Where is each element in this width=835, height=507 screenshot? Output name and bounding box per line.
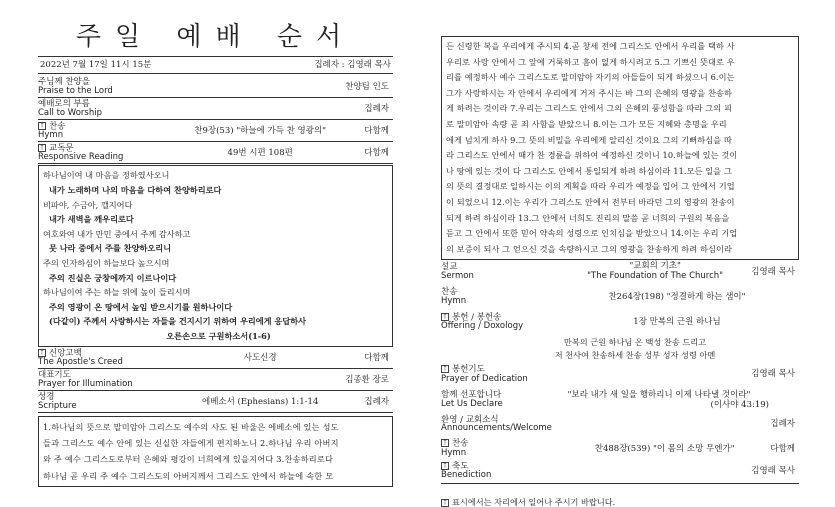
divider — [441, 483, 799, 484]
reading-line-congregation: 오른손으로 구원하소서(1-6) — [166, 330, 271, 341]
item-kr: 찬송 — [49, 121, 66, 132]
item-content: 1장 만복의 근원 하나님 — [633, 317, 721, 327]
scripture-line: 에게 넘치게 하사 9.그 뜻의 비밀을 우리에게 알리신 것이요 그의 기뻐하심을 따 — [446, 134, 733, 145]
item-en: Announcements/Welcome — [441, 423, 552, 434]
footnote — [441, 498, 799, 507]
item-responsible: 집례자 — [770, 419, 795, 430]
scripture-line: 들과 그리스도 예수 안에 있는 신실한 자들에게 편지하노니 2.하나님 우리 아버지 — [43, 437, 339, 448]
item-kr: 환영 / 교회소식 — [441, 414, 499, 425]
stand-icon: † — [441, 313, 449, 321]
order-list-top — [38, 77, 393, 164]
item-content: 사도신경 — [243, 352, 277, 363]
item-kr: 예배로의 부름 — [38, 98, 90, 109]
item-kr: 신앙고백 — [49, 348, 82, 359]
reading-line-congregation: 뭇 나라 중에서 주를 찬양하오리니 — [49, 243, 172, 254]
reading-line-leader: 주의 인자하심이 하늘보다 높으시며 — [43, 257, 170, 268]
item-content: 찬488장(539) "이 몸의 소망 무엔가" — [594, 443, 735, 454]
stand-icon: † — [441, 462, 449, 470]
declare-verse: "보라 내가 새 일을 행하리니 이제 나타낼 것이라" — [567, 389, 751, 400]
reading-line-leader: 비파야, 수금아, 깰지어다 — [43, 199, 133, 210]
item-kr: 봉헌 / 봉헌송 — [452, 312, 502, 323]
page-title: 주일 예배 순서 — [75, 22, 356, 52]
item-kr: 주님께 찬양을 — [38, 77, 90, 88]
item-en: Sermon — [441, 270, 474, 281]
item-en: Hymn — [441, 295, 467, 306]
item-en: Prayer for Illumination — [38, 378, 133, 389]
stand-icon: † — [38, 349, 46, 357]
left-column — [38, 0, 393, 487]
order-item-hymn — [441, 287, 799, 307]
reading-line-congregation: 주의 진실은 궁창에까지 이르나이다 — [49, 272, 177, 283]
date-line — [38, 56, 393, 74]
reading-line-congregation: (다같이) 주께서 사랑하시는 자들을 건지시기 위하여 우리에게 응답하사 — [49, 316, 307, 327]
scripture-line: 리를 예정하사 예수 그리스도로 말미암아 자기의 아들들이 되게 하셨으니 6.이는 — [446, 72, 735, 83]
item-en: Hymn — [441, 447, 467, 458]
item-kr: 교독문 — [49, 143, 74, 154]
item-en: Scripture — [38, 400, 77, 411]
reading-line-leader: 하나님이여 주는 하늘 위에 높이 들리시며 — [43, 287, 191, 298]
scripture-line: 듣고 그 안에서 또한 믿어 약속의 성령으로 인치심을 받았으니 14.이는 우리 기업 — [446, 228, 738, 239]
order-item — [38, 143, 393, 164]
doxology-line-2: 저 천사여 찬송하세 찬송 성부 성자 성령 아멘 — [554, 350, 716, 361]
reading-line-leader: 여호와여 내가 만민 중에서 주께 감사하고 — [43, 228, 191, 239]
scripture-line: 게 하려는 것이라 7.우리는 그리스도 안에서 그의 은혜의 풍성함을 따라 그의 피 — [446, 103, 733, 114]
order-item-sermon — [441, 261, 799, 282]
item-responsible: 집례자 — [364, 103, 389, 114]
order-item-offering — [441, 312, 799, 332]
scripture-line: 로 말미암아 속량 곧 죄 사함을 받았으니 8.이는 그가 모든 지혜와 총명을 우리 — [446, 118, 727, 129]
responsive-reading-box — [38, 165, 393, 346]
right-column — [441, 0, 799, 507]
scripture-line: 든 신령한 복을 우리에게 주시되 4.곧 창세 전에 그리스도 안에서 우리를 택하 사 — [446, 41, 735, 51]
item-en: Prayer of Dedication — [441, 373, 528, 384]
order-item — [38, 121, 393, 142]
item-kr: 찬송 — [452, 438, 469, 449]
scripture-box — [38, 416, 393, 488]
order-item-announcements — [441, 415, 799, 435]
reading-line-leader: 하나님이여 내 마음을 정하였사오니 — [43, 170, 170, 181]
item-en: Responsive Reading — [38, 152, 124, 163]
officiant: 집례자 : 김영래 목사 — [314, 60, 391, 70]
stand-icon: † — [441, 365, 449, 373]
stand-icon: † — [38, 144, 46, 152]
order-item-declare — [441, 389, 799, 411]
item-responsible: 김영래 목사 — [751, 465, 795, 476]
item-en: Hymn — [38, 130, 64, 141]
item-responsible: 다함께 — [364, 125, 389, 136]
item-en: Let Us Declare — [441, 398, 503, 409]
stand-icon: † — [441, 499, 449, 507]
order-item — [38, 370, 393, 391]
item-en: Offering / Doxology — [441, 321, 524, 332]
scripture-line: 하나님 곧 우리 주 예수 그리스도의 아버지께서 그리스도 안에서 하늘에 속한 모 — [43, 470, 334, 481]
item-kr: 봉헌기도 — [452, 364, 485, 375]
order-item — [38, 392, 393, 413]
reading-line-congregation: 내가 노래하며 나의 마음을 다하여 찬양하리로다 — [49, 184, 222, 195]
item-kr: 찬송 — [441, 287, 458, 297]
reading-line-congregation: 내가 새벽을 깨우리로다 — [49, 214, 134, 225]
item-kr: 설교 — [441, 261, 458, 272]
item-responsible: 김종환 장로 — [345, 374, 389, 385]
order-item-dedication — [441, 364, 799, 384]
item-responsible: 찬양팀 인도 — [345, 81, 389, 92]
scripture-line: 우리로 사랑 안에서 그 앞에 거룩하고 흠이 없게 하시려고 5.그 기쁘신 뜻대로 우 — [446, 56, 735, 67]
item-en: Benediction — [441, 470, 492, 481]
item-content: 49번 시편 108편 — [227, 148, 293, 159]
scripture-continued-box — [441, 36, 799, 260]
item-responsible: 다함께 — [364, 148, 389, 159]
scripture-line: 의 뜻의 결정대로 일하시는 이의 계획을 따라 우리가 예정을 입어 그 안에서 기업 — [446, 181, 735, 192]
order-list-middle — [38, 348, 393, 413]
order-item — [38, 348, 393, 369]
doxology-lyrics — [441, 336, 799, 362]
reading-line-congregation: 주의 영광이 온 땅에서 높임 받으시기를 원하나이다 — [49, 301, 233, 312]
item-kr: 성경 — [38, 391, 55, 402]
item-responsible: 김영래 목사 — [751, 266, 795, 277]
scripture-line: 1.하나님의 뜻으로 말미암아 그리스도 예수의 사도 된 바울은 에베소에 있는 성도 — [43, 421, 339, 432]
footnote-text: 표시에서는 자리에서 일어나 주시기 바랍니다. — [452, 497, 616, 507]
item-responsible: 다함께 — [770, 443, 795, 454]
item-kr: 축도 — [452, 461, 469, 472]
scripture-line: 의 보증이 되사 그 얻으신 것을 속량하시고 그의 영광을 찬송하게 하려 하심이라 — [446, 243, 733, 254]
order-item-benediction — [441, 461, 799, 481]
scripture-line: 와 주 예수 그리스도로부터 은혜와 평강이 너희에게 있을지어다 3.찬송하리로다 — [43, 454, 334, 465]
service-date: 2022년 7월 17일 11시 15분 — [40, 60, 152, 70]
sermon-title-kr: "교회의 기초" — [629, 261, 681, 272]
item-responsible: 김영래 목사 — [751, 369, 795, 380]
item-kr: 함께 선포합니다 — [441, 389, 502, 400]
sermon-title-en: "The Foundation of The Church" — [587, 270, 724, 281]
item-content: 찬264장(198) "정결하게 하는 샘이" — [608, 291, 746, 302]
scripture-line: 라 그리스도 안에서 때가 찬 경륜을 위하여 예정하신 것이니 10.하늘에 있는 것이 — [446, 150, 738, 161]
scripture-line: 나 땅에 있는 것이 다 그리스도 안에서 통일되게 하려 하심이라 11.모든 일을 그 — [446, 165, 733, 176]
item-responsible: 다함께 — [364, 352, 389, 363]
order-item-hymn-closing — [441, 438, 799, 458]
item-content: 찬9장(53) "하늘에 가득 찬 영광의" — [194, 125, 327, 136]
item-kr: 대표기도 — [38, 369, 71, 380]
item-en: The Apostle's Creed — [38, 356, 123, 367]
item-en: Call to Worship — [38, 107, 102, 118]
scripture-line: 그가 사랑하시는 자 안에서 우리에게 거저 주시는 바 그의 은혜의 영광을 찬송하 — [446, 87, 733, 98]
stand-icon: † — [38, 122, 46, 130]
item-en: Praise to the Lord — [38, 85, 113, 96]
order-item — [38, 77, 393, 98]
scripture-line: 되게 하려 하심이라 13.그 안에서 너희도 진리의 말씀 곧 너희의 구원의 복음을 — [446, 212, 730, 223]
item-content: 에베소서 (Ephesians) 1:1-14 — [201, 396, 319, 407]
item-responsible: 집례자 — [364, 396, 389, 407]
declare-reference: (이사야 43:19) — [710, 399, 769, 410]
order-item — [38, 99, 393, 120]
doxology-line-1: 만복의 근원 하나님 온 백성 찬송 드리고 — [563, 337, 707, 348]
scripture-line: 이 되었으니 12.이는 우리가 그리스도 안에서 전부터 바라던 그의 영광의 찬송이 — [446, 196, 735, 207]
stand-icon: † — [441, 439, 449, 447]
